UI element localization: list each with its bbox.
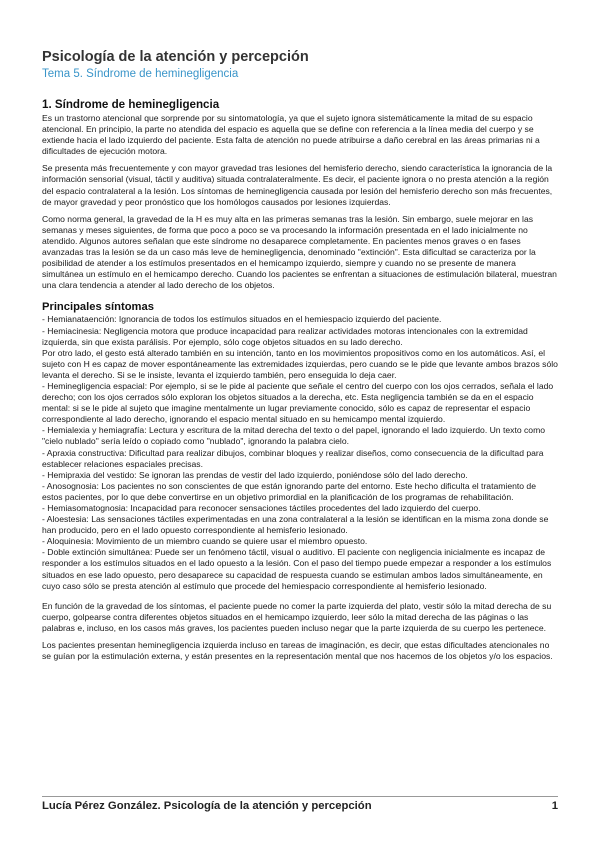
paragraph: Como norma general, la gravedad de la H es muy alta en las primeras semanas tras la lesión. Sin embargo, suele mejorar en las semanas y meses siguientes, de forma que poco a poco se va procesando la información presentada en el lado inicialmente no atendido. Algunos autores señalan que este síndrome no desaparece completamente. En pacientes menos graves o en fases avanzadas tras la lesión se da un caso más leve de heminegligencia, denominado "extinción". Esta dificultad se caracteriza por la posibilidad de atender a los estímulos presentados en el hemicampo izquierdo, siempre y cuando no se presente de manera simultánea un estímulo en el hemicampo derecho. Cuando los pacientes se enfrentan a situaciones de estimulación bilateral, muestran una clara tendencia a atender al lado derecho de los objetos. xyxy=(42,213,557,291)
section-heading: 1. Síndrome de heminegligencia xyxy=(42,98,220,111)
list-item: - Hemianataención: Ignorancia de todos los estímulos situados en el hemiespacio izquierdo del paciente. xyxy=(42,314,442,325)
symptoms-list xyxy=(42,314,558,591)
page-footer xyxy=(42,796,558,812)
paragraph: Es un trastorno atencional que sorprende por su sintomatología, ya que el sujeto ignora sistemáticamente la mitad de su espacio atencional. En principio, la parte no atendida del espacio es aquella que se define con referencia a la línea media del cuerpo y se extiende hacia el lado izquierdo del paciente. Esta falta de atención no puede atribuirse a daño cerebral en las áreas primarias ni a dificultades de ejecución motora. xyxy=(42,113,540,157)
list-item: - Hemipraxia del vestido: Se ignoran las prendas de vestir del lado izquierdo, poniéndose sólo del lado derecho. xyxy=(42,469,468,480)
list-item: - Aloquinesia: Movimiento de un miembro cuando se quiere usar el miembro opuesto. xyxy=(42,536,368,547)
list-item: - Hemialexia y hemiagrafía: Lectura y escritura de la mitad derecha del texto o del papel, ignorando el lado izquierdo. Un texto como "cielo nublado" sería leído o copiado como "nublado", ignorando la palabra cielo. xyxy=(42,425,546,447)
paragraph: Se presenta más frecuentemente y con mayor gravedad tras lesiones del hemisferio derecho, siendo característica la ignorancia de la información sensorial (visual, táctil y auditiva) situada contralateralmente. Es decir, el paciente ignora o no presta atención a la región del espacio contralateral a la lesión. Los síntomas de heminegligencia causada por lesión del hemisferio derecho son más frecuentes, de mayor gravedad y peor pronóstico que los homólogos causados por lesiones izquierdas. xyxy=(42,163,553,207)
list-item: - Hemiacinesia: Negligencia motora que produce incapacidad para realizar actividades motoras intencionales con la extremidad izquierda, sin que exista parálisis. Por ejemplo, sólo coge objetos situados en su lado derecho. xyxy=(42,325,528,347)
paragraph: En función de la gravedad de los síntomas, el paciente puede no comer la parte izquierda del plato, vestir sólo la mitad derecha de su cuerpo, golpearse contra diferentes objetos situados en el hemicampo izquierdo, leer sólo la mitad derecha de las páginas o las palabras e, incluso, en los casos más graves, los pacientes pueden incluso negar que la parte izquierda de su cuerpo les pertenece. xyxy=(42,600,552,633)
list-item: - Heminegligencia espacial: Por ejemplo, si se le pide al paciente que señale el centro del cuerpo con los ojos cerrados, señala el lado derecho; con los ojos cerrados sólo exploran los objetos situados a la derecha, etc. Esta negligencia también se da en el espacio mental: si se le pide al sujeto que imagine mentalmente un lugar previamente conocido, sólo es capaz de representar el espacio correspondiente al lado derecho, ignorando el espacio mental situado en su hemicampo mental izquierdo. xyxy=(42,380,554,425)
document-title: Psicología de la atención y percepción xyxy=(42,49,309,65)
paragraph: Los pacientes presentan heminegligencia izquierda incluso en tareas de imaginación, es decir, que estas dificultades atencionales no se guían por la estimulación externa, y están presentes en la representación mental que nos hacemos de los objetos y/o los espacios. xyxy=(42,640,553,662)
symptoms-heading: Principales síntomas xyxy=(42,301,154,314)
list-item: - Anosognosia: Los pacientes no son conscientes de que están ignorando parte del entorno. Este hecho dificulta el tratamiento de estos pacientes, por lo que debe convertirse en un objetivo primordial en la planificación de los programas de rehabilitación. xyxy=(42,480,536,502)
list-item: - Apraxia constructiva: Dificultad para realizar dibujos, combinar bloques y realizar diseños, como consecuencia de la dificultad para establecer relaciones espaciales precisas. xyxy=(42,447,544,469)
list-item: - Doble extinción simultánea: Puede ser un fenómeno táctil, visual o auditivo. El paciente con negligencia inicialmente es incapaz de responder a los estímulos situados en el lado opuesto a la lesión. Con el paso del tiempo puede empezar a responder a los estímulos situados en ese lado opuesto, pero desaparece su capacidad de respuesta cuando se estimulan ambos lados simultáneamente, en cuyo caso sólo se presta atención al estímulo que procede del hemiespacio correspondiente al hemisferio lesionado. xyxy=(42,547,552,591)
document-page xyxy=(42,48,558,668)
document-subtitle: Tema 5. Síndrome de heminegligencia xyxy=(42,68,239,80)
footer-author-title: Lucía Pérez González. Psicología de la atención y percepción xyxy=(42,800,372,812)
list-item: - Aloestesia: Las sensaciones táctiles experimentadas en una zona contralateral a la lesión se identifican en la misma zona donde se han producido, pero en el lado opuesto correspondiente al hemisferio lesionado. xyxy=(42,514,549,536)
list-item: - Hemiasomatognosia: Incapacidad para reconocer sensaciones táctiles procedentes del lado izquierdo del cuerpo. xyxy=(42,503,481,513)
list-item: Por otro lado, el gesto está alterado también en su intención, tanto en los movimientos propositivos como en los automáticos. Así, el sujeto con H es capaz de mover espontáneamente las extremidades izquierdas, pero cuando se le pide que levante ambos brazos sólo levanta el derecho. Si se le insiste, levanta el izquierdo también, pero enseguida lo deja caer. xyxy=(42,347,558,380)
page-number: 1 xyxy=(551,800,558,812)
